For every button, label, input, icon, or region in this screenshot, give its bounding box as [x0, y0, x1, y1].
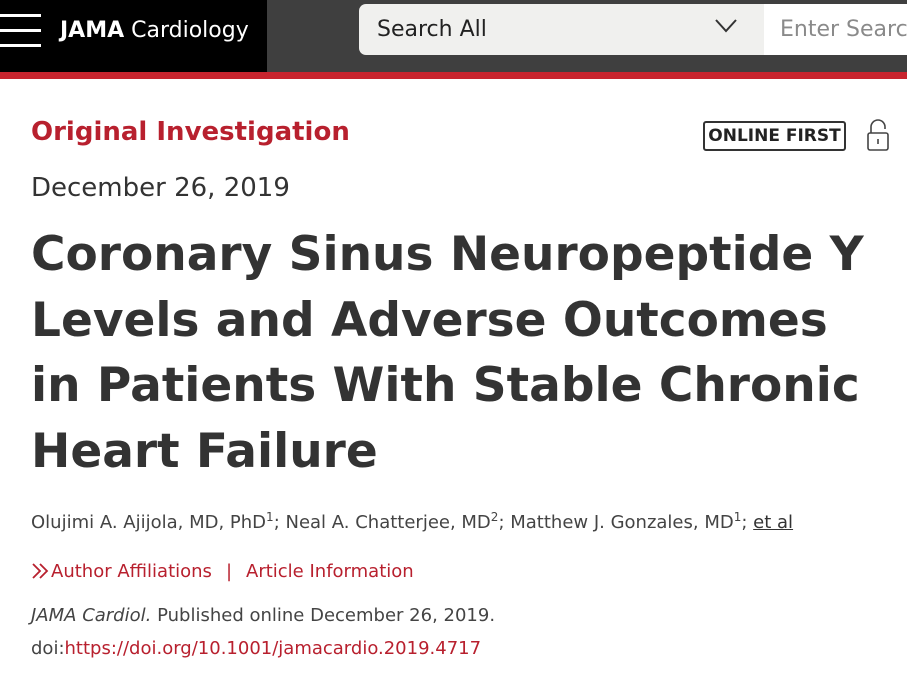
- brand-block: [0, 0, 267, 72]
- et-al-link[interactable]: et al: [753, 512, 794, 533]
- doi-link[interactable]: https://doi.org/10.1001/jamacardio.2019.4717: [64, 638, 482, 659]
- search-scope-label: Search All: [377, 17, 487, 42]
- chevron-down-icon: [715, 19, 737, 33]
- publication-date: December 26, 2019: [31, 173, 290, 203]
- search-scope-dropdown[interactable]: [359, 4, 764, 55]
- hamburger-menu-icon[interactable]: [0, 11, 42, 51]
- author-affiliations-link[interactable]: Author Affiliations: [51, 561, 212, 582]
- author-list: Olujimi A. Ajijola, MD, PhD$^1$; Neal A. Chatterjee, $MD^2$; Matthew J. Gonzales, $MD^1$; et al: [31, 510, 794, 533]
- unlock-icon: [866, 118, 890, 152]
- affiliation-superscript[interactable]: 1: [266, 510, 274, 524]
- journal-logo[interactable]: [60, 16, 249, 46]
- author-name[interactable]: Neal A. Chatterjee, MD: [285, 512, 491, 533]
- top-navigation-bar: [0, 0, 907, 72]
- article-information-link[interactable]: Article Information: [246, 561, 414, 582]
- link-separator: |: [225, 561, 233, 582]
- doi-label: doi:: [31, 638, 65, 659]
- article-info-links: [31, 557, 414, 587]
- article-type-label: Original Investigation: [31, 117, 350, 147]
- author-name[interactable]: Matthew J. Gonzales, MD: [510, 512, 734, 533]
- doi-line: [31, 634, 481, 664]
- accent-divider: [0, 72, 907, 79]
- citation-line: [31, 601, 495, 631]
- affiliation-superscript[interactable]: 1: [733, 510, 742, 524]
- affiliation-superscript[interactable]: 2: [490, 510, 499, 524]
- citation-journal: JAMA Cardiol.: [31, 605, 152, 626]
- article-title: Coronary Sinus Neuropeptide Y Levels and Adverse Outcomes in Patients With Stable Chronic Heart Failure: [31, 227, 864, 479]
- citation-text: Published online December 26, 2019.: [157, 605, 496, 626]
- brand-name-bold: JAMA: [60, 18, 125, 43]
- brand-name-rest: Cardiology: [131, 18, 249, 43]
- double-chevron-right-icon: [31, 563, 51, 579]
- author-name[interactable]: Olujimi A. Ajijola, MD, PhD: [31, 512, 267, 533]
- search-input[interactable]: [764, 4, 907, 55]
- online-first-badge: ONLINE FIRST: [703, 121, 846, 151]
